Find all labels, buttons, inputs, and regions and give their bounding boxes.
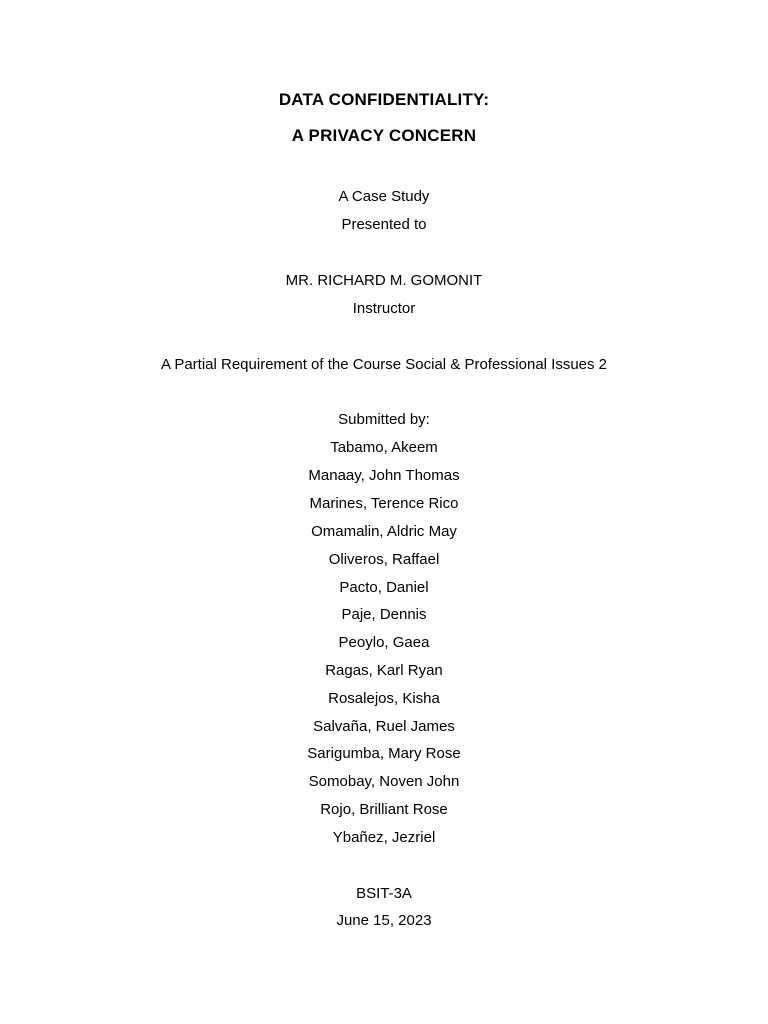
submitted-by-label: Submitted by: bbox=[338, 411, 430, 428]
member-name: Somobay, Noven John bbox=[308, 773, 460, 790]
title-line-1: DATA CONFIDENTIALITY: bbox=[278, 90, 490, 109]
section-label: BSIT-3A bbox=[356, 885, 412, 902]
member-name: Salvaña, Ruel James bbox=[313, 718, 455, 735]
member-name: Pacto, Daniel bbox=[339, 579, 429, 596]
instructor-name: MR. RICHARD M. GOMONIT bbox=[285, 272, 483, 289]
member-name: Sarigumba, Mary Rose bbox=[307, 745, 461, 762]
member-name: Oliveros, Raffael bbox=[328, 551, 440, 568]
member-name: Ybañez, Jezriel bbox=[332, 829, 436, 846]
instructor-role: Instructor bbox=[352, 300, 416, 317]
member-name: Manaay, John Thomas bbox=[308, 467, 460, 484]
subtitle-presented-to: Presented to bbox=[341, 216, 427, 233]
subtitle-case-study: A Case Study bbox=[338, 188, 430, 205]
member-name: Peoylo, Gaea bbox=[338, 634, 430, 651]
member-name: Marines, Terence Rico bbox=[309, 495, 459, 512]
member-name: Rojo, Brilliant Rose bbox=[320, 801, 448, 818]
member-name: Omamalin, Aldric May bbox=[311, 523, 457, 540]
member-name: Paje, Dennis bbox=[341, 606, 427, 623]
submission-date: June 15, 2023 bbox=[336, 912, 432, 929]
title-line-2: A PRIVACY CONCERN bbox=[291, 126, 477, 145]
course-requirement: A Partial Requirement of the Course Social & Professional Issues 2 bbox=[160, 356, 608, 373]
member-name: Rosalejos, Kisha bbox=[328, 690, 440, 707]
member-name: Ragas, Karl Ryan bbox=[325, 662, 443, 679]
member-name: Tabamo, Akeem bbox=[330, 439, 438, 456]
